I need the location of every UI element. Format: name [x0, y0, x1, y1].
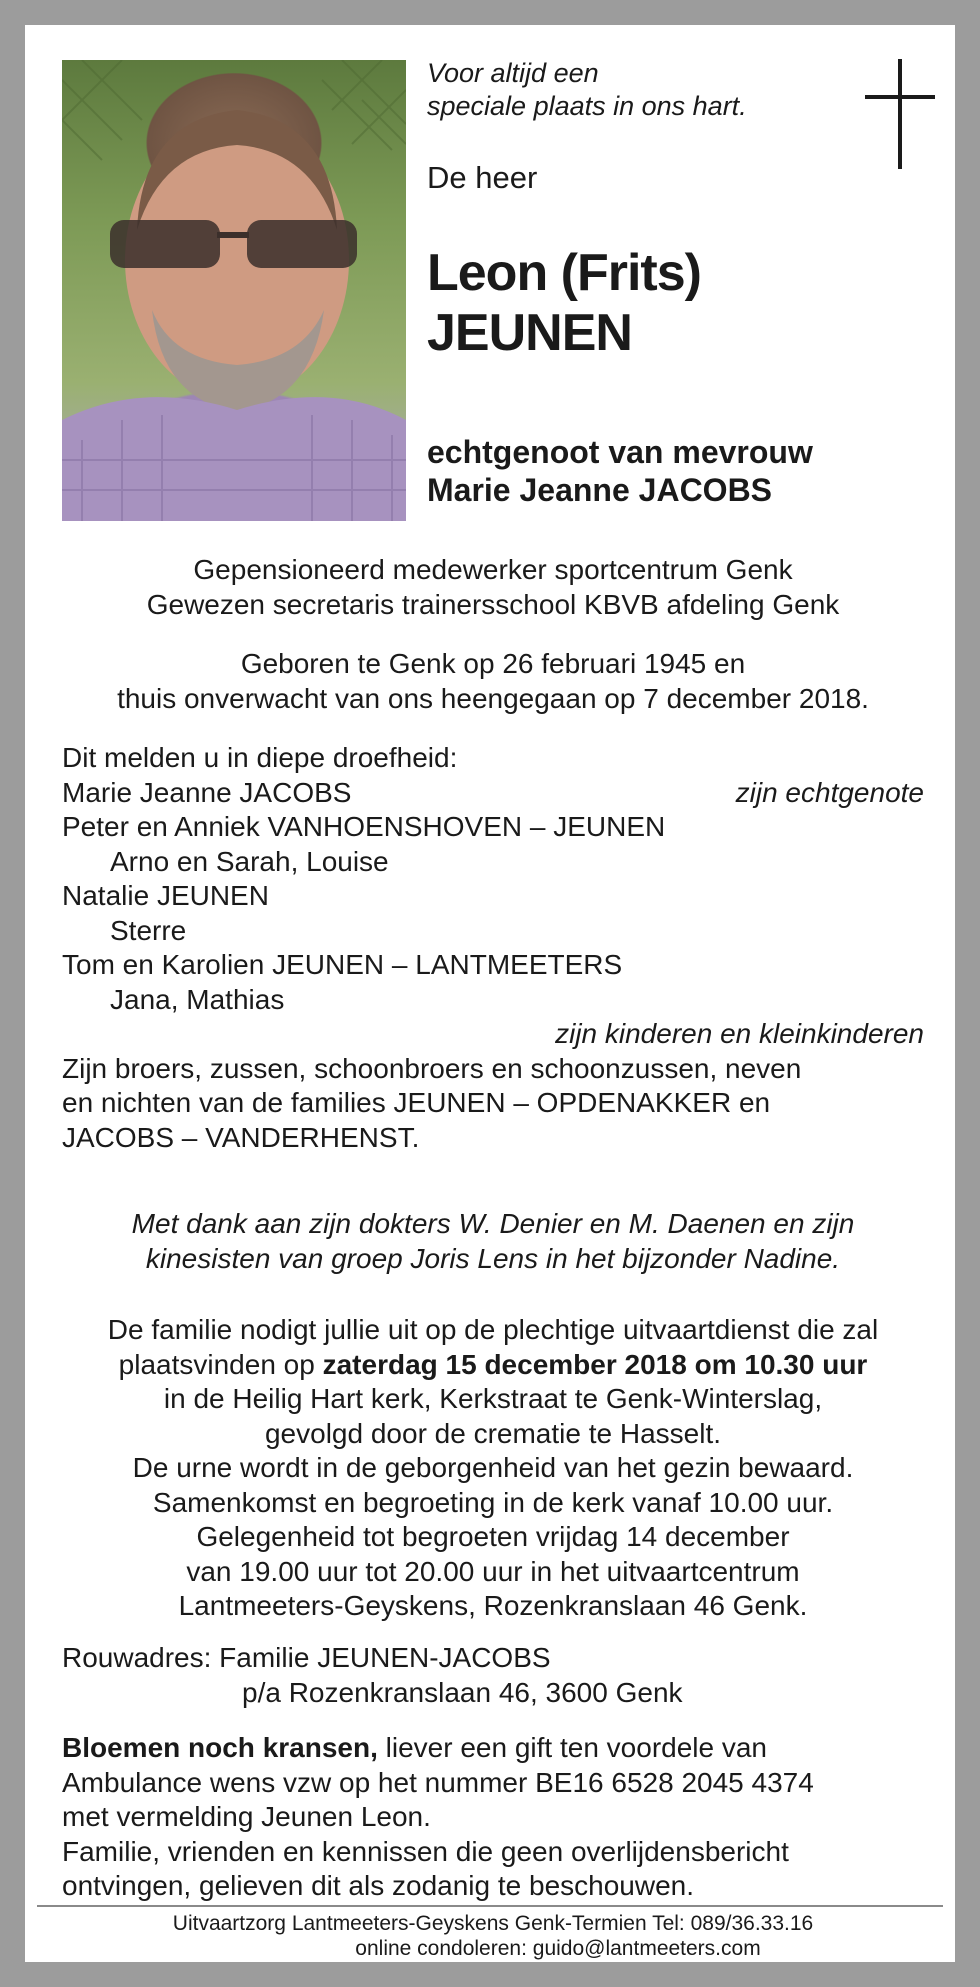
- funeral-line-6: Samenkomst en begroeting in de kerk vanaf 10.00 uur.: [152, 1486, 834, 1518]
- spouse-role: zijn echtgenote: [735, 776, 924, 808]
- spouse-name: Marie Jeanne JACOBS: [62, 776, 352, 808]
- family-intro: Dit melden u in diepe droefheid:: [62, 742, 458, 773]
- funeral-date-prefix: plaatsvinden op: [118, 1348, 323, 1380]
- career-line-1: Gepensioneerd medewerker sportcentrum Genk: [193, 554, 793, 585]
- relatives-line-2: en nichten van de families JEUNEN – OPDENAKKER en: [62, 1087, 771, 1118]
- funeral-line-4: gevolgd door de crematie te Hasselt.: [264, 1417, 722, 1449]
- thanks-line-2: kinesisten van groep Joris Lens in het bijzonder Nadine.: [145, 1242, 841, 1274]
- flowers-line-4: Familie, vrienden en kennissen die geen overlijdensbericht: [62, 1835, 789, 1867]
- career-section: [62, 553, 924, 622]
- funeral-date: zaterdag 15 december 2018 om 10.30 uur: [322, 1348, 868, 1380]
- spouse-info: [427, 433, 813, 509]
- surname: JEUNEN: [427, 304, 632, 362]
- grandchildren-2: Sterre: [110, 914, 187, 946]
- address-line-1: Rouwadres: Familie JEUNEN-JACOBS: [62, 1642, 551, 1673]
- child-1: Peter en Anniek VANHOENSHOVEN – JEUNEN: [62, 811, 666, 842]
- funeral-line-9: Lantmeeters-Geyskens, Rozenkranslaan 46 Genk.: [178, 1590, 808, 1621]
- flowers-line-5: ontvingen, gelieven dit als zodanig te beschouwen.: [62, 1870, 694, 1901]
- child-3: Tom en Karolien JEUNEN – LANTMEETERS: [62, 949, 623, 980]
- child-2: Natalie JEUNEN: [62, 880, 269, 911]
- memorial-quote: [427, 57, 747, 123]
- footer: [25, 1911, 961, 1961]
- grandchildren-3: Jana, Mathias: [110, 983, 285, 1015]
- funeral-line-5: De urne wordt in de geborgenheid van het gezin bewaard.: [132, 1452, 854, 1483]
- cross-icon: [865, 59, 935, 169]
- thanks-line-1: Met dank aan zijn dokters W. Denier en M. Daenen en zijn: [131, 1208, 855, 1239]
- funeral-line-2: [62, 1348, 924, 1383]
- footer-line-1: Uitvaartzorg Lantmeeters-Geyskens Genk-Termien Tel: 089/36.33.16: [172, 1912, 814, 1935]
- thanks-section: [62, 1207, 924, 1276]
- spouse-row: [62, 776, 924, 811]
- funeral-line-7: Gelegenheid tot begroeten vrijdag 14 december: [196, 1521, 790, 1552]
- portrait-illustration: [62, 60, 406, 521]
- footer-divider: [37, 1905, 943, 1907]
- funeral-line-8: van 19.00 uur tot 20.00 uur in het uitvaartcentrum: [186, 1555, 800, 1587]
- spouse-line-1: echtgenoot van mevrouw: [427, 434, 813, 470]
- flowers-section: [62, 1731, 924, 1904]
- career-line-2: Gewezen secretaris trainersschool KBVB afdeling Genk: [146, 588, 840, 620]
- funeral-section: [62, 1313, 924, 1624]
- flowers-line-2: Ambulance wens vzw op het nummer BE16 6528 2045 4374: [62, 1766, 814, 1798]
- portrait-photo: [62, 60, 406, 521]
- quote-line-1: Voor altijd een: [427, 58, 599, 88]
- flowers-heading: Bloemen noch kransen,: [62, 1732, 378, 1763]
- deceased-name: [427, 243, 701, 363]
- flowers-line-3: met vermelding Jeunen Leon.: [62, 1801, 431, 1832]
- birth-line-1: Geboren te Genk op 26 februari 1945 en: [240, 648, 746, 679]
- first-name: Leon (Frits): [427, 244, 701, 302]
- children-role: zijn kinderen en kleinkinderen: [555, 1018, 924, 1049]
- birth-line-2: thuis onverwacht van ons heengegaan op 7 december 2018.: [117, 682, 869, 714]
- obituary-card: [22, 22, 958, 1965]
- funeral-line-1: De familie nodigt jullie uit op de plechtige uitvaartdienst die zal: [107, 1314, 879, 1345]
- honorific: De heer: [427, 160, 538, 195]
- quote-line-2: speciale plaats in ons hart.: [427, 91, 747, 121]
- address-section: [62, 1641, 924, 1710]
- flowers-line-1-rest: liever een gift ten voordele van: [377, 1732, 768, 1763]
- spouse-line-2: Marie Jeanne JACOBS: [427, 472, 773, 508]
- relatives-line-1: Zijn broers, zussen, schoonbroers en schoonzussen, neven: [62, 1052, 802, 1084]
- grandchildren-1: Arno en Sarah, Louise: [110, 845, 389, 877]
- family-section: [62, 741, 924, 1155]
- footer-line-2: online condoleren: guido@lantmeeters.com: [355, 1937, 761, 1960]
- relatives-line-3: JACOBS – VANDERHENST.: [62, 1121, 420, 1153]
- birth-section: [62, 647, 924, 716]
- funeral-line-3: in de Heilig Hart kerk, Kerkstraat te Genk-Winterslag,: [163, 1383, 823, 1414]
- flowers-line-1: [62, 1731, 924, 1766]
- address-line-2: p/a Rozenkranslaan 46, 3600 Genk: [242, 1676, 683, 1708]
